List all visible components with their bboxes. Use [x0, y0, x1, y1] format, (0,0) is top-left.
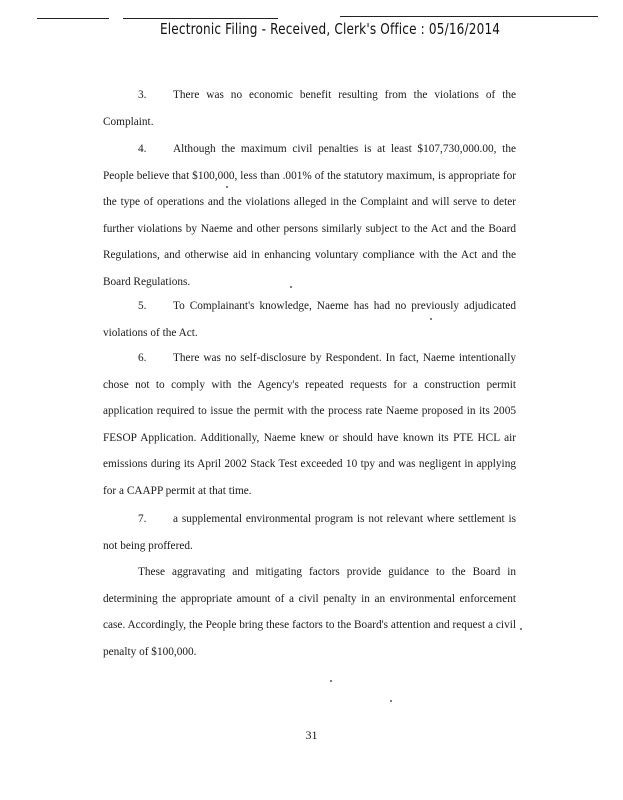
paragraph-text: There was no economic benefit resulting from the violations of the Complaint. — [103, 89, 516, 128]
paragraph-number: 3. — [138, 89, 147, 101]
paragraph-6 — [103, 345, 516, 505]
filing-stamp: Electronic Filing - Received, Clerk's Office : 05/16/2014 — [160, 20, 501, 38]
paragraph-text: To Complainant's knowledge, Naeme has had no previously adjudicated violations of the Act. — [103, 300, 516, 339]
page-number: 31 — [305, 728, 318, 742]
scan-speck — [430, 318, 432, 320]
paragraph-number: 7. — [138, 513, 147, 525]
closing-text: These aggravating and mitigating factors provide guidance to the Board in determining the appropriate amount of a civil penalty in an environmental enforcement case. Accordingly, the People bring these factors to the Board's attention and request a civil penalty of $100,000. — [103, 566, 516, 658]
paragraph-text: There was no self-disclosure by Respondent. In fact, Naeme intentionally chose not to comply with the Agency's repeated requests for a construction permit application required to issue the permit with the process rate Naeme proposed in its 2005 FESOP Application. Additionally, Naeme knew or should have known its PTE HCL air emissions during its April 2002 Stack Test exceeded 10 tpy and was negligent in applying for a CAAPP permit at that time. — [103, 352, 516, 497]
paragraph-7 — [103, 506, 516, 559]
scan-speck — [290, 286, 292, 288]
scan-speck — [520, 628, 522, 630]
scan-speck — [330, 680, 332, 682]
paragraph-text: a supplemental environmental program is not relevant where settlement is not being proffered. — [103, 513, 516, 552]
closing-paragraph — [103, 559, 516, 665]
paragraph-number: 6. — [138, 352, 147, 364]
paragraph-4 — [103, 136, 516, 296]
scan-speck — [390, 700, 392, 702]
paragraph-number: 4. — [138, 143, 147, 155]
header-rule-middle — [123, 18, 278, 19]
paragraph-5 — [103, 293, 516, 346]
header-rule-right — [340, 16, 598, 17]
paragraph-number: 5. — [138, 300, 147, 312]
header-rule-left — [37, 18, 109, 19]
scan-speck — [226, 186, 228, 188]
paragraph-text: Although the maximum civil penalties is at least $107,730,000.00, the People believe that $100,000, less than .001% of the statutory maximum, is appropriate for the type of operations and the violations alleged in the Complaint and will serve to deter further violations by Naeme and other persons similarly subject to the Act and the Board Regulations, and otherwise aid in enhancing voluntary compliance with the Act and the Board Regulations. — [103, 143, 516, 288]
paragraph-3 — [103, 82, 516, 135]
